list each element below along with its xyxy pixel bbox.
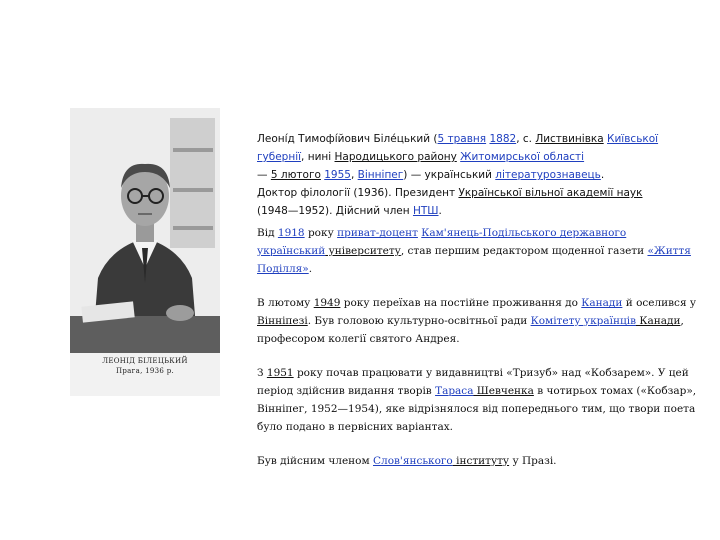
text-fragment: в чотирьох томах («Кобзар», Вінніпег, 1952—1954), яке відрізнялося від попереднього тим, що твори поета було подано в первісних варіантах. [257,385,697,433]
text-fragment: . [438,205,442,217]
text-fragment: Від [257,227,278,239]
link-village[interactable]: Листвинівка [535,133,604,145]
link-year-death[interactable]: 1955 [324,169,351,181]
text-fragment: Був дійсним членом [257,455,373,467]
text-fragment: (1948—1952). Дійсний член [257,205,413,217]
link-oblast[interactable]: Житомирської області [460,151,585,163]
link-canada-2[interactable]: Канади [636,315,681,327]
text-fragment: В лютому [257,297,314,309]
paragraph-emigration [257,294,697,348]
text-fragment: . [600,169,605,181]
link-gubernia[interactable]: Київської губернії [257,133,659,163]
link-taras[interactable]: Тараса [435,385,474,397]
link-year-birth[interactable]: 1882 [489,133,517,145]
link-literary-scholar[interactable]: літературознавець [495,169,601,181]
link-shevchenko[interactable]: Шевченка [473,385,534,397]
biography-text [257,130,697,486]
paragraph-career [257,224,697,278]
link-university[interactable]: Кам'янець-Подільського державного український [257,227,627,257]
link-slavonic[interactable]: Слов'янського [373,455,453,467]
text-fragment: року почав працювати у видавництві «Тризуб» над «Кобзарем». У цей період здійснив видання творів [257,367,689,397]
text-fragment: й оселився у [622,297,697,309]
link-canada[interactable]: Канади [581,297,623,309]
link-year-1951[interactable]: 1951 [266,367,294,379]
text-fragment: . [308,263,313,275]
link-winnipeg[interactable]: Вінніпег [357,169,404,181]
portrait-photo [70,108,220,396]
link-university-word[interactable]: університету [325,245,401,257]
paragraph-publishing [257,364,697,436]
text-fragment: року переїхав на постійне проживання до [340,297,582,309]
link-year-1918[interactable]: 1918 [277,227,305,239]
link-newspaper[interactable]: «Життя Поділля» [257,245,691,275]
text-fragment: — [257,169,271,181]
link-privat-docent[interactable]: приват-доцент [337,227,418,239]
link-date-death[interactable]: 5 лютого [270,169,321,181]
link-winnipeg-2[interactable]: Вінніпезі [257,315,308,327]
caption-place: Прага, 1936 р. [116,367,174,375]
paragraph-membership [257,452,697,470]
caption-name: ЛЕОНІД БІЛЕЦЬКИЙ [102,357,188,365]
portrait-image [70,108,220,353]
link-year-1949[interactable]: 1949 [313,297,341,309]
text-fragment: , став першим редактором щоденної газети [400,245,648,257]
text-fragment: , професором колегії святого Андрея. [257,315,684,345]
text-fragment: , [350,169,358,181]
text-fragment: Доктор філології (1936). Президент [257,187,459,199]
name-text: Леоні́д Тимофі́йович Біле́цький ( [257,133,438,145]
text-fragment: , с. [516,133,536,145]
text-fragment: . Був головою культурно-освітньої ради [307,315,531,327]
text-fragment: З [257,367,267,379]
link-district[interactable]: Народицького району [334,151,457,163]
text-fragment: у Празі. [509,455,557,467]
link-date-birth[interactable]: 5 травня [437,133,487,145]
paragraph-intro [257,130,697,220]
link-institute[interactable]: інституту [452,455,510,467]
text-fragment: , нині [301,151,335,163]
link-committee[interactable]: Комітету українців [530,315,636,327]
link-ntsh[interactable]: НТШ [412,205,439,217]
link-academy[interactable]: Української вільної академії наук [458,187,643,199]
text-fragment: ) — український [403,169,496,181]
text-fragment: року [304,227,338,239]
